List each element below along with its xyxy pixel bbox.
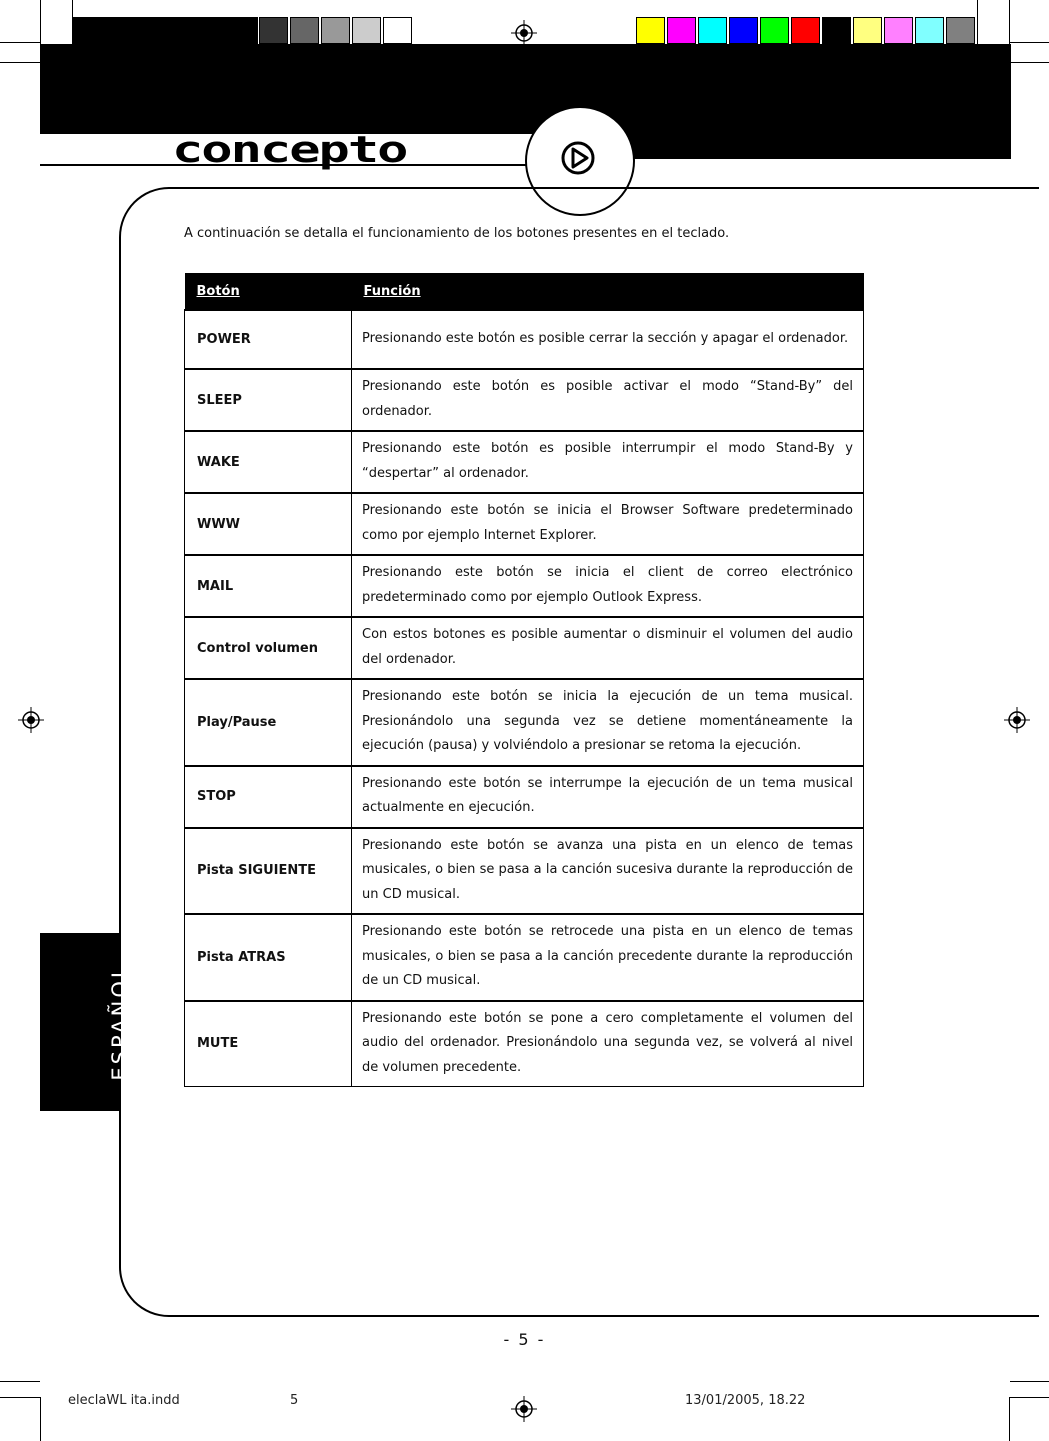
color-swatch — [760, 17, 789, 44]
table-row — [185, 766, 864, 828]
button-name-cell: MUTE — [185, 1001, 352, 1087]
color-swatch — [352, 17, 381, 44]
table-row — [185, 493, 864, 555]
crop-mark — [0, 62, 40, 63]
function-description-cell: Presionando este botón se avanza una pista en un elenco de temas musicales, o bien se pasa a la canción sucesiva durante la reproducción de un CD musical. — [352, 828, 864, 915]
function-description-cell: Presionando este botón se retrocede una pista en un elenco de temas musicales, o bien se pasa a la canción precedente durante la reproducción de un CD musical. — [352, 914, 864, 1001]
color-swatch — [383, 17, 412, 44]
color-swatch — [259, 17, 288, 44]
color-swatch — [791, 17, 820, 44]
table-row — [185, 617, 864, 679]
function-description-cell: Presionando este botón es posible interrumpir el modo Stand-By y “despertar” al ordenador. — [352, 431, 864, 493]
table-row — [185, 1001, 864, 1087]
column-header-label: Función — [363, 283, 421, 299]
color-swatch — [667, 17, 696, 44]
page-number: - 5 - — [503, 1330, 546, 1349]
language-label: ESPAÑOL — [108, 963, 132, 1081]
table-body — [185, 310, 864, 1087]
color-swatch — [822, 17, 851, 44]
function-description-cell: Presionando este botón es posible cerrar la sección y apagar el ordenador. — [352, 310, 864, 369]
color-swatch — [321, 17, 350, 44]
intro-text: A continuación se detalla el funcionamiento de los botones presentes en el teclado. — [184, 226, 730, 241]
function-description-cell: Presionando este botón se inicia el Browser Software predeterminado como por ejemplo Internet Explorer. — [352, 493, 864, 555]
crop-mark — [0, 1397, 40, 1398]
table-row — [185, 369, 864, 431]
crop-mark — [0, 1381, 40, 1382]
play-icon — [561, 141, 595, 175]
function-description-cell: Presionando este botón se inicia el client de correo electrónico predeterminado como por ejemplo Outlook Express. — [352, 555, 864, 617]
function-description-cell: Presionando este botón es posible activar el modo “Stand-By” del ordenador. — [352, 369, 864, 431]
column-header-label: Botón — [196, 283, 240, 299]
crop-mark — [1010, 42, 1049, 43]
registration-mark-icon — [18, 707, 44, 733]
crop-mark — [1010, 1381, 1049, 1382]
button-name-cell: SLEEP — [185, 369, 352, 431]
color-swatch — [636, 17, 665, 44]
crop-mark — [40, 1397, 41, 1441]
button-name-cell: Pista ATRAS — [185, 914, 352, 1001]
column-header-function — [352, 273, 864, 310]
table-row — [185, 828, 864, 915]
slug-page: 5 — [290, 1393, 299, 1408]
crop-mark — [1010, 62, 1049, 63]
crop-mark — [0, 42, 40, 43]
crop-mark — [977, 0, 978, 44]
color-swatch — [698, 17, 727, 44]
function-description-cell: Presionando este botón se pone a cero completamente el volumen del audio del ordenador. Presionándolo una segunda vez, se volverá al nivel de volumen precedente. — [352, 1001, 864, 1087]
column-header-button — [185, 273, 352, 310]
button-name-cell: Control volumen — [185, 617, 352, 679]
registration-mark-icon — [511, 1396, 537, 1422]
function-description-cell: Presionando este botón se interrumpe la ejecución de un tema musical actualmente en ejecución. — [352, 766, 864, 828]
table-row — [185, 555, 864, 617]
color-swatch — [853, 17, 882, 44]
color-swatch — [946, 17, 975, 44]
registration-mark-icon — [511, 20, 537, 46]
button-name-cell: POWER — [185, 310, 352, 369]
button-name-cell: Pista SIGUIENTE — [185, 828, 352, 915]
slug-filename: eleclaWL ita.indd — [68, 1393, 180, 1408]
color-swatch — [729, 17, 758, 44]
slug-date: 13/01/2005, 18.22 — [685, 1393, 806, 1408]
table-row — [185, 310, 864, 369]
function-description-cell: Con estos botones es posible aumentar o disminuir el volumen del audio del ordenador. — [352, 617, 864, 679]
crop-mark — [1009, 1397, 1010, 1441]
crop-mark — [40, 0, 41, 44]
color-swatch — [290, 17, 319, 44]
color-swatch — [72, 17, 258, 44]
button-name-cell: WWW — [185, 493, 352, 555]
button-function-table — [184, 273, 864, 1087]
function-description-cell: Presionando este botón se inicia la ejecución de un tema musical. Presionándolo una segunda vez se detiene momentáneamente la ejecución (pausa) y volviéndolo a presionar se retoma la ejecución. — [352, 679, 864, 766]
table-row — [185, 431, 864, 493]
brand-logo: concepto — [172, 129, 407, 172]
button-name-cell: WAKE — [185, 431, 352, 493]
button-name-cell: STOP — [185, 766, 352, 828]
button-name-cell: Play/Pause — [185, 679, 352, 766]
crop-mark — [1009, 0, 1010, 44]
color-swatch — [884, 17, 913, 44]
button-name-cell: MAIL — [185, 555, 352, 617]
table-row — [185, 914, 864, 1001]
color-swatch — [915, 17, 944, 44]
crop-mark — [1010, 1397, 1049, 1398]
table-row — [185, 679, 864, 766]
